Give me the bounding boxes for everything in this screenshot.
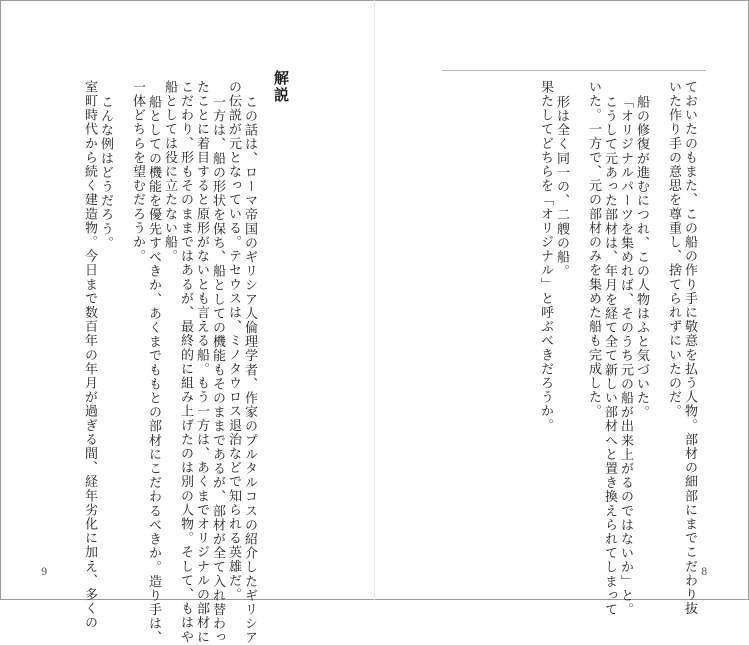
header-rule [442,70,706,71]
section-heading: 解説 [272,70,290,104]
right-page-line: いた。一方で、元の部材のみを集めた船も完成した。 [586,80,601,419]
left-page-line: 船としての機能を優先すべきか、あくまでももとの部材にこだわるべきか。造り手は、 [146,95,161,645]
left-page-line: 一方は、船の形状を保ち、船としての機能もそのままであるが、部材が全て入れ替わっ [210,95,225,645]
left-page-line: 一体どちらを望むだろうか。 [130,80,145,264]
left-page-line: 室町時代から続く建造物。今日まで数百年の年月が過ぎる間、経年劣化に加え、多くの [82,80,97,630]
left-page-line: の伝説が元となっている。テセウスは、ミノタウロス退治などで知られる英雄だ。 [226,80,241,602]
right-page-line: 形は全く同一の、二艘の船。 [554,95,569,279]
page-number-right: 8 [701,567,708,578]
right-page-line: 果たしてどちらを「オリジナル」と呼ぶべきだろうか。 [538,80,553,433]
right-page-line: いた作り手の意思を尊重し、捨てられずにいたのだ。 [666,80,681,419]
left-page-line: 船としては役に立たない船。 [162,80,177,264]
left-page-line: たことに着目すると原形がないとも言える船。もう一方は、あくまでオリジナルの部材に [194,80,209,644]
left-page-line: この話は、ローマ帝国のギリシア人倫理学者、作家のプルタルコスの紹介したギリシア [242,95,257,645]
page-gutter [374,0,375,600]
right-page-line: 船の修復が進むにつれ、この人物はふと気づいた。 [634,95,649,420]
right-page-line: こうして元あった部材は、年月を経て全て新しい部材へと置き換えられてしまって [602,95,617,617]
left-page-line: こんな例はどうだろう。 [98,95,113,251]
right-page-line: 「オリジナルパーツを集めれば、そのうち元の船が出来上がるのではないか」と。 [618,95,633,617]
right-page-line: ておいたのもまた、この船の作り手に敬意を払う人物。部材の細部にまでこだわり抜 [682,80,697,616]
left-page-line: こだわり、形もそのままではあるが、最終的に組み上げたのは別の人物。そして、もはや [178,80,193,644]
page-number-left: 9 [41,567,48,578]
